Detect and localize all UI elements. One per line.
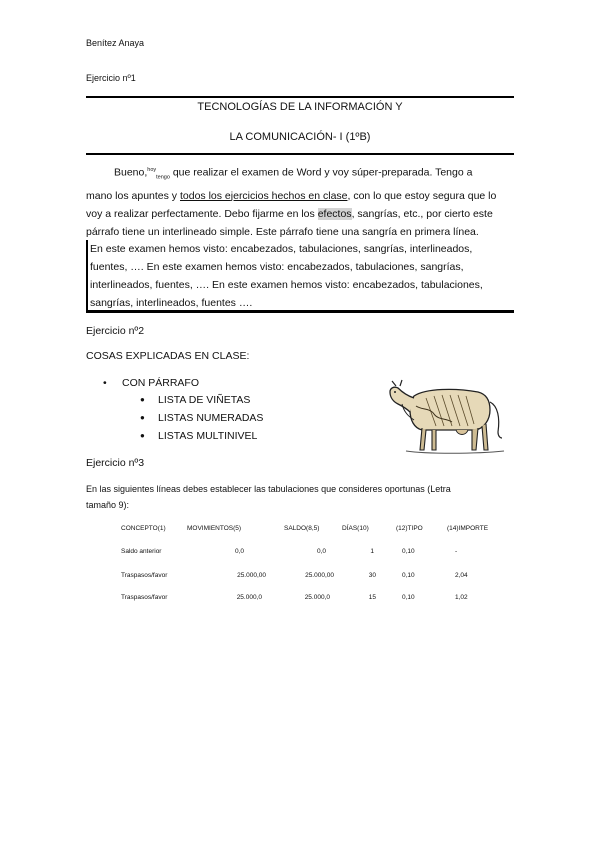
sub-item-2: LISTAS NUMERADAS (158, 412, 264, 424)
table-row-cell: 1 (370, 548, 374, 555)
para2-line4: sangrías, interlineados, fuentes …. (90, 297, 253, 309)
author-name: Benítez Anaya (86, 38, 145, 48)
col-header-dias: DÍAS(10) (342, 525, 369, 532)
col-header-importe: (14)IMPORTE (447, 525, 489, 532)
table-row-cell: - (455, 548, 458, 555)
sub-bullet-icon: ● (140, 431, 145, 440)
col-header-concepto: CONCEPTO(1) (121, 525, 166, 532)
para1-line3-b: , sangrías, etc., por cierto este (351, 207, 493, 220)
para2-line1: En este examen hemos visto: encabezados, tabulaciones, sangrías, interlineados, (90, 243, 473, 255)
para2-line2: fuentes, …. En este examen hemos visto: encabezados, tabulaciones, sangrías, (90, 261, 464, 273)
table-row-cell: Saldo anterior (121, 548, 162, 555)
paragraph-1 (86, 161, 514, 241)
para1-start: Bueno, (114, 166, 148, 179)
table-row-cell: 25.000,00 (237, 572, 266, 579)
title-line-1: TECNOLOGÍAS DE LA INFORMACIÓN Y (197, 101, 403, 113)
bullet-main-label: CON PÁRRAFO (122, 377, 200, 389)
para2-line3: interlineados, fuentes, …. En este examen hemos visto: encabezados, tabulaciones, (90, 279, 483, 291)
sub-item-1: LISTA DE VIÑETAS (158, 394, 251, 406)
table-row-cell: 15 (368, 594, 376, 601)
sub-item-3: LISTAS MULTINIVEL (158, 430, 258, 442)
sub-bullet-icon: ● (140, 395, 145, 404)
table-row-cell: 25.000,0 (304, 594, 330, 601)
para1-line4: párrafo tiene un interlineado simple. Este párrafo tiene una sangría en primera línea. (86, 225, 479, 238)
table-row-cell: 25.000,0 (236, 594, 262, 601)
col-header-movimientos: MOVIMIENTOS(5) (187, 525, 242, 532)
col-header-tipo: (12)TIPO (396, 525, 423, 532)
col-header-saldo: SALDO(8,5) (284, 525, 320, 532)
exercise-2-heading: COSAS EXPLICADAS EN CLASE: (86, 350, 250, 362)
bottom-rule (86, 153, 514, 155)
table-row-cell: 0,10 (402, 594, 415, 601)
table-row-cell: 1,02 (455, 594, 468, 601)
para1-line3-a: voy a realizar perfectamente. Debo fijarme en los (86, 207, 318, 220)
bordered-paragraph (86, 240, 514, 313)
intro-line-1: En las siguientes líneas debes establecer las tabulaciones que consideres oportunas (Letra (86, 484, 451, 494)
para1-subscript: tengo (156, 174, 170, 181)
exercise-3-intro (86, 481, 514, 513)
title-line-2: LA COMUNICACIÓN- I (1ºB) (229, 131, 371, 143)
table-row-cell: Traspasos/favor (121, 572, 168, 579)
table-row-cell: 25.000,00 (305, 572, 334, 579)
table-row-cell: 0,10 (402, 548, 415, 555)
para1-superscript: hoy (147, 167, 157, 173)
table-row-cell: 0,0 (316, 548, 326, 555)
exercise-3-label: Ejercicio nº3 (86, 457, 145, 469)
para1-line2-b: , con lo que estoy segura que lo (347, 189, 497, 202)
bullet-icon: • (103, 377, 107, 389)
para1-line2-a: mano los apuntes y (86, 189, 180, 202)
exercise-1-label: Ejercicio nº1 (86, 73, 136, 83)
para1-highlighted-text: efectos (317, 207, 352, 220)
cow-image (386, 378, 512, 456)
top-rule (86, 96, 514, 98)
table-row-cell: 30 (368, 572, 376, 579)
para1-underlined-text: todos los ejercicios hechos en clase (179, 189, 348, 202)
sub-bullet-icon: ● (140, 413, 145, 422)
table-row-cell: Traspasos/favor (121, 594, 168, 601)
table-row-cell: 0,0 (234, 548, 244, 555)
intro-line-2: tamaño 9): (86, 500, 130, 510)
table-row-cell: 2,04 (455, 572, 468, 579)
exercise-2-label: Ejercicio nº2 (86, 325, 145, 337)
para1-rest: que realizar el examen de Word y voy súper-preparada. Tengo a (169, 166, 473, 179)
table-row-cell: 0,10 (402, 572, 415, 579)
